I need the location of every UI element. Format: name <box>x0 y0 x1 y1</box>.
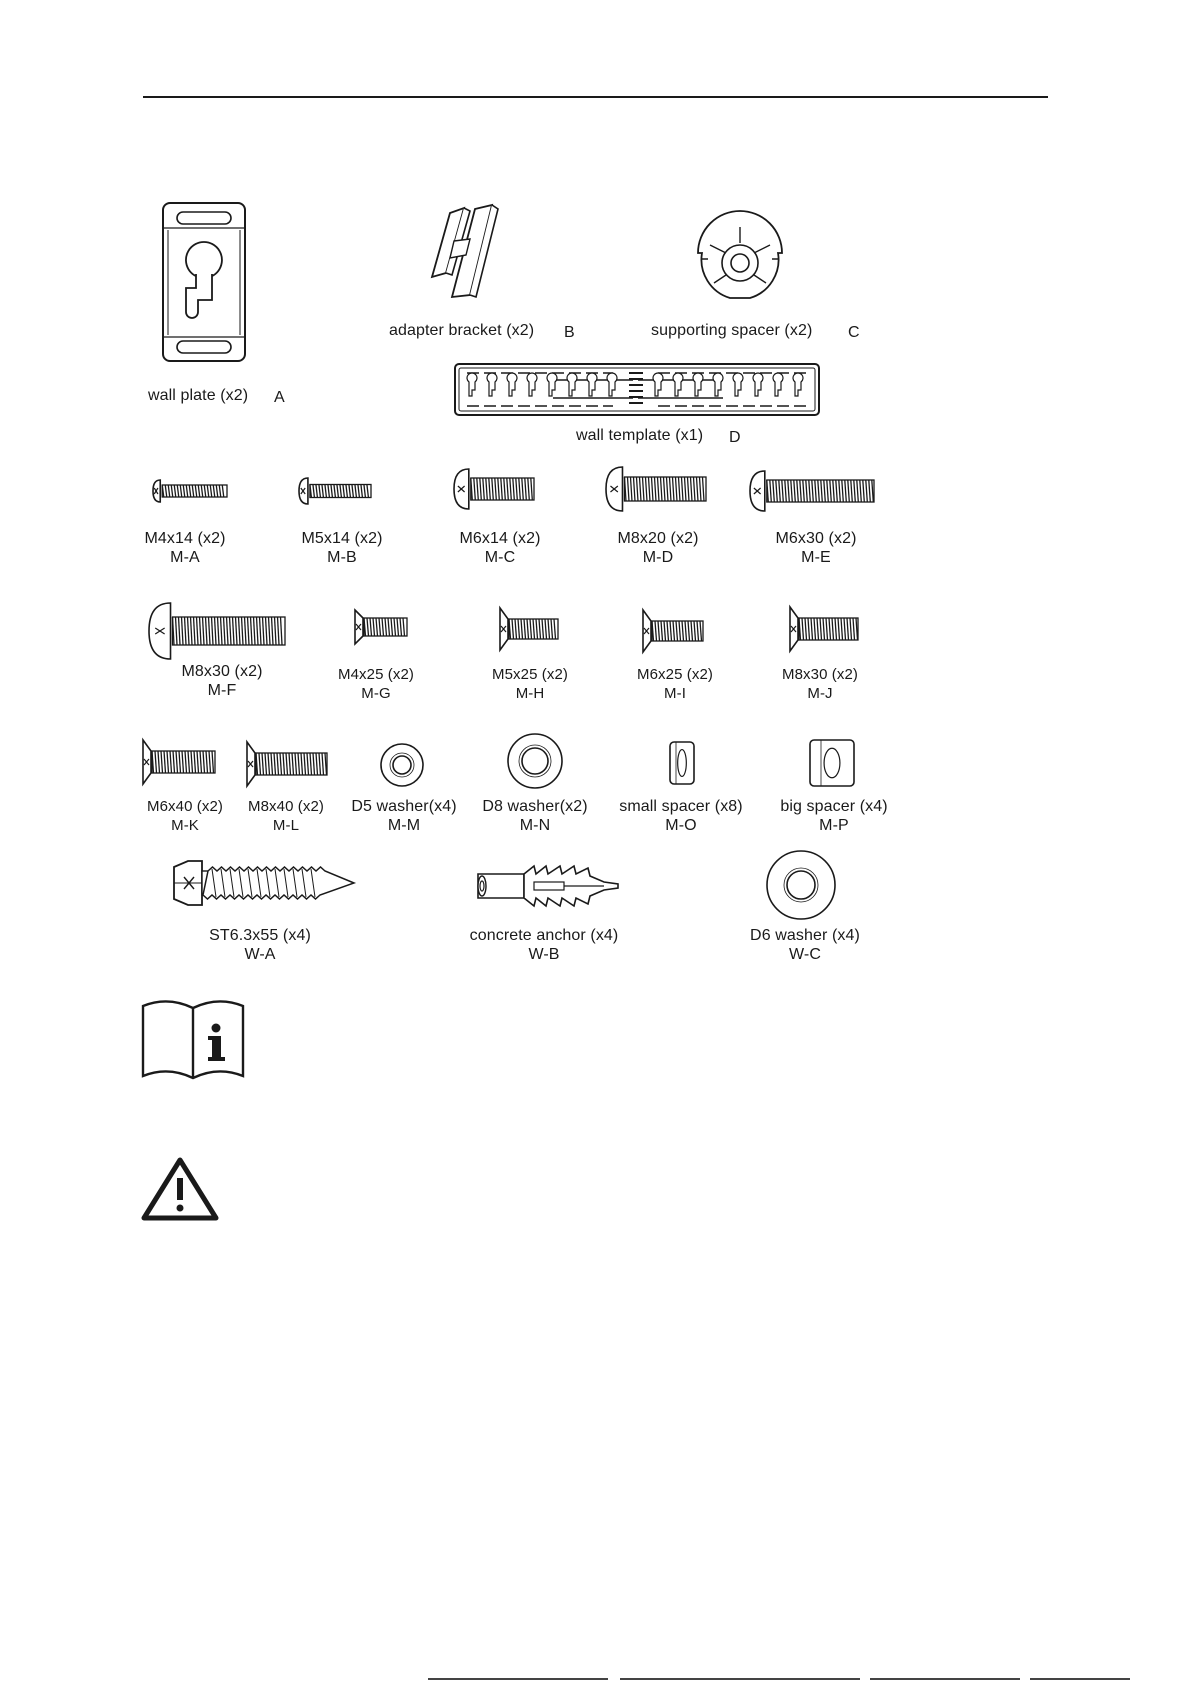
part-name: M8x30 (x2) <box>781 666 859 683</box>
part-code: M-E <box>801 549 831 566</box>
supporting-spacer-drawing <box>690 223 790 305</box>
wall-plate-code: A <box>274 389 285 406</box>
adapter-bracket-code: B <box>564 324 575 341</box>
part-code: M-H <box>515 685 545 702</box>
wall-plate-label: wall plate (x2) <box>148 387 249 404</box>
part-name: ST6.3x55 (x4) <box>209 927 311 944</box>
wall-template-code: D <box>729 429 741 446</box>
part-code: M-D <box>642 549 674 566</box>
spacer <box>667 739 697 792</box>
part-code: M-O <box>665 817 697 834</box>
part-code: M-N <box>519 817 551 834</box>
footer-rule <box>620 1678 860 1680</box>
footer-rule <box>1030 1678 1130 1680</box>
part-code: M-I <box>664 685 686 702</box>
part-name: M6x30 (x2) <box>775 530 857 547</box>
countersunk-screw <box>141 737 219 792</box>
pan-head-screw <box>151 477 231 510</box>
part-name: M5x14 (x2) <box>301 530 383 547</box>
part-code: M-F <box>207 682 237 699</box>
part-name: M8x40 (x2) <box>247 798 325 815</box>
part-name: M8x20 (x2) <box>617 530 699 547</box>
lag-screw <box>170 857 356 914</box>
part-name: concrete anchor (x4) <box>469 927 619 944</box>
part-name: M6x40 (x2) <box>146 798 224 815</box>
part-code: W-B <box>528 946 560 963</box>
part-name: big spacer (x4) <box>780 798 888 815</box>
washer <box>764 848 838 927</box>
wall-template-drawing <box>453 362 821 417</box>
part-name: M5x25 (x2) <box>491 666 569 683</box>
concrete-anchor <box>474 860 622 917</box>
part-code: M-G <box>361 685 391 702</box>
countersunk-screw <box>353 607 411 652</box>
pan-head-screw <box>604 464 710 519</box>
part-name: M6x25 (x2) <box>636 666 714 683</box>
part-name: M6x14 (x2) <box>459 530 541 547</box>
part-code: M-M <box>387 817 421 834</box>
pan-head-screw <box>297 475 375 512</box>
countersunk-screw <box>498 605 562 658</box>
pan-head-screw <box>748 468 878 519</box>
info-manual-icon <box>140 998 246 1080</box>
washer <box>505 731 565 796</box>
part-code: W-A <box>244 946 276 963</box>
part-code: M-J <box>807 685 833 702</box>
supporting-spacer-code: C <box>848 324 860 341</box>
part-name: M8x30 (x2) <box>181 663 263 680</box>
countersunk-screw <box>245 739 331 794</box>
warning-triangle-icon <box>140 1156 220 1222</box>
adapter-bracket-drawing <box>430 203 515 298</box>
part-code: M-A <box>170 549 200 566</box>
adapter-bracket-label: adapter bracket (x2) <box>389 322 535 339</box>
part-name: D6 washer (x4) <box>750 927 860 944</box>
part-code: W-C <box>789 946 821 963</box>
washer <box>378 741 426 794</box>
part-code: M-P <box>819 817 849 834</box>
countersunk-screw <box>641 607 707 660</box>
supporting-spacer-label: supporting spacer (x2) <box>651 322 813 339</box>
countersunk-screw <box>788 604 862 659</box>
spacer <box>807 737 857 794</box>
part-name: D8 washer(x2) <box>482 798 588 815</box>
footer-rule <box>428 1678 608 1680</box>
pan-head-screw <box>147 600 289 667</box>
part-name: M4x14 (x2) <box>144 530 226 547</box>
header-rule <box>143 96 1048 98</box>
part-code: M-C <box>484 549 516 566</box>
footer-rule <box>870 1678 1020 1680</box>
part-code: M-K <box>171 817 199 834</box>
part-code: M-B <box>327 549 357 566</box>
part-name: M4x25 (x2) <box>337 666 415 683</box>
part-name: D5 washer(x4) <box>351 798 457 815</box>
part-name: small spacer (x8) <box>619 798 743 815</box>
wall-template-label: wall template (x1) <box>576 427 704 444</box>
wall-plate-drawing <box>160 200 250 365</box>
part-code: M-L <box>272 817 300 834</box>
pan-head-screw <box>452 466 538 517</box>
